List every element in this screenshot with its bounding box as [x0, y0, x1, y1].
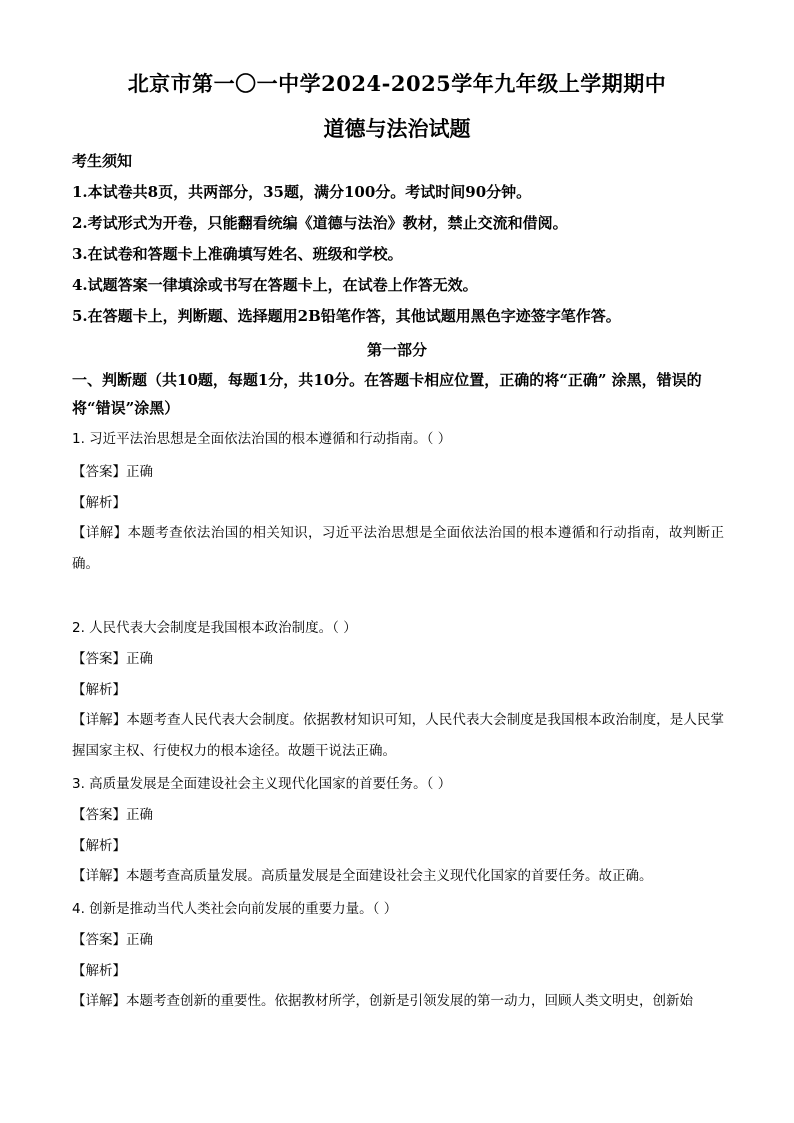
detail-text: 本题考查创新的重要性。依据教材所学，创新是引领发展的第一动力，回顾人类文明史，创新始 — [126, 993, 693, 1009]
detail-label: 【详解】 — [72, 525, 128, 541]
exam-subtitle: 道德与法治试题 — [323, 116, 471, 141]
question-stem: 2. 人民代表大会制度是我国根本政治制度。（ ） — [72, 620, 357, 636]
notice-heading: 考生须知 — [72, 152, 133, 170]
analysis-label: 【解析】 — [72, 495, 126, 511]
analysis-label: 【解析】 — [72, 838, 126, 854]
detail-label: 【详解】 — [72, 712, 127, 728]
notice-item: 1.本试卷共8页，共两部分，35题，满分100分。考试时间90分钟。 — [72, 183, 532, 201]
answer-value: 正确 — [126, 464, 153, 480]
question-stem: 3. 高质量发展是全面建设社会主义现代化国家的首要任务。（ ） — [72, 776, 452, 792]
question-stem: 1. 习近平法治思想是全面依法治国的根本遵循和行动指南。（ ） — [72, 431, 452, 447]
answer-label: 【答案】 — [72, 932, 126, 948]
detail-text: 本题考查依法治国的相关知识，习近平法治思想是全面依法治国的根本遵循和行动指南，故判断正确。 — [72, 525, 725, 572]
detail-text: 本题考查人民代表大会制度。依据教材知识可知，人民代表大会制度是我国根本政治制度，是人民掌握国家主权、行使权力的根本途径。故题干说法正确。 — [72, 712, 725, 759]
section-heading: 一、判断题（共10题，每题1分，共10分。在答题卡相应位置，正确的将“正确” 涂黑，错误的将“错误”涂黑） — [72, 371, 702, 417]
notice-item: 3.在试卷和答题卡上准确填写姓名、班级和学校。 — [72, 245, 403, 263]
analysis-label: 【解析】 — [72, 963, 126, 979]
notice-item: 4.试题答案一律填涂或书写在答题卡上，在试卷上作答无效。 — [72, 276, 478, 294]
analysis-label: 【解析】 — [72, 682, 126, 698]
detail-paragraph — [72, 861, 724, 892]
answer-value: 正确 — [126, 807, 153, 823]
answer-label: 【答案】 — [72, 464, 126, 480]
exam-title: 北京市第一〇一中学2024-2025学年九年级上学期期中 — [127, 71, 667, 96]
answer-line — [72, 930, 732, 950]
answer-value: 正确 — [126, 651, 153, 667]
detail-paragraph — [72, 705, 724, 767]
notice-item: 5.在答题卡上，判断题、选择题用2B铅笔作答，其他试题用黑色字迹签字笔作答。 — [72, 307, 621, 325]
answer-line — [72, 649, 732, 669]
detail-paragraph — [72, 518, 724, 580]
part-label: 第一部分 — [366, 341, 427, 359]
answer-value: 正确 — [126, 932, 153, 948]
notice-item: 2.考试形式为开卷，只能翻看统编《道德与法治》教材，禁止交流和借阅。 — [72, 214, 568, 232]
detail-text: 本题考查高质量发展。高质量发展是全面建设社会主义现代化国家的首要任务。故正确。 — [126, 868, 653, 884]
answer-label: 【答案】 — [72, 807, 126, 823]
answer-line — [72, 462, 732, 482]
answer-label: 【答案】 — [72, 651, 126, 667]
question-stem: 4. 创新是推动当代人类社会向前发展的重要力量。（ ） — [72, 901, 398, 917]
detail-label: 【详解】 — [72, 868, 126, 884]
detail-label: 【详解】 — [72, 993, 126, 1009]
answer-line — [72, 805, 732, 825]
detail-paragraph — [72, 986, 724, 1017]
